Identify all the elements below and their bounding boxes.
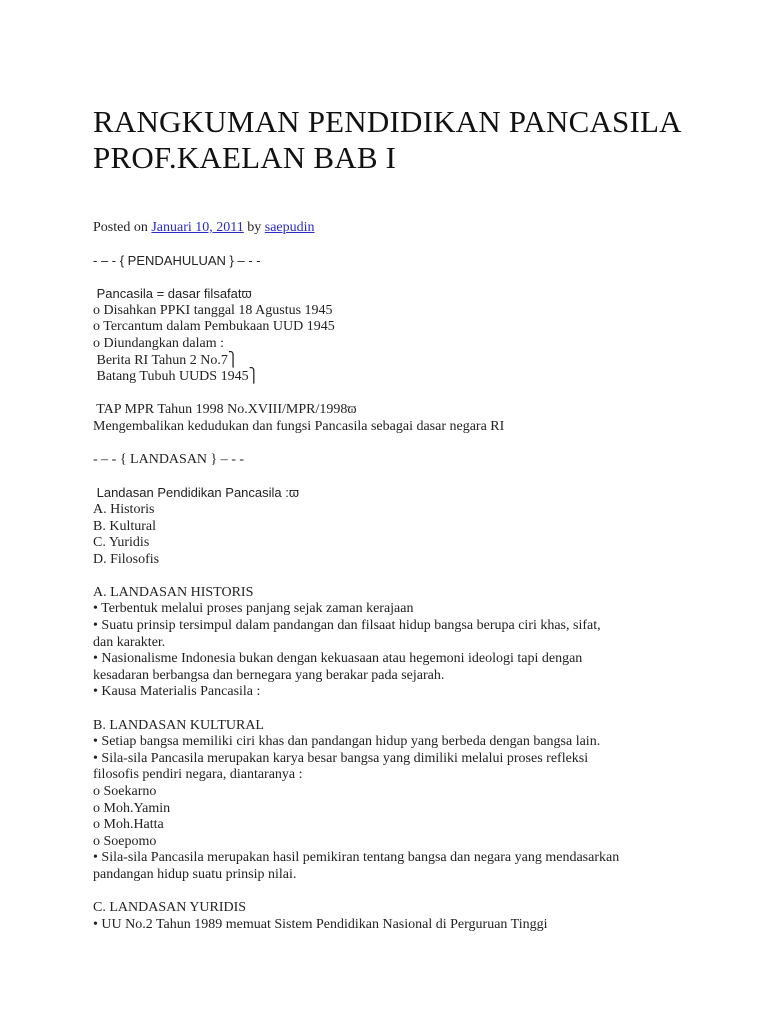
text-line: A. Historis bbox=[93, 501, 155, 517]
document-page bbox=[93, 104, 693, 933]
blank-line bbox=[93, 568, 693, 585]
text-line: A. LANDASAN HISTORIS bbox=[93, 584, 254, 600]
text-line: Landasan Pendidikan Pancasila :ϖ bbox=[93, 485, 300, 501]
text-line: C. Yuridis bbox=[93, 535, 150, 551]
blank-line bbox=[93, 386, 693, 403]
post-date-link[interactable]: Januari 10, 2011 bbox=[151, 220, 244, 235]
text-line: Berita RI Tahun 2 No.7⎫ bbox=[93, 352, 239, 368]
text-line: Pancasila = dasar filsafatϖ bbox=[93, 286, 252, 302]
text-line: • Suatu prinsip tersimpul dalam pandangan dan filsaat hidup bangsa berupa ciri khas, sifat, bbox=[93, 618, 601, 634]
text-line: • Terbentuk melalui proses panjang sejak zaman kerajaan bbox=[93, 601, 414, 617]
text-line: o Moh.Yamin bbox=[93, 800, 171, 816]
text-line: o Soekarno bbox=[93, 784, 157, 799]
text-line: B. LANDASAN KULTURAL bbox=[93, 717, 264, 733]
post-meta bbox=[93, 219, 693, 236]
text-line: B. Kultural bbox=[93, 518, 156, 534]
blank-line bbox=[93, 436, 693, 453]
text-line: o Soepomo bbox=[93, 833, 157, 849]
text-line: TAP MPR Tahun 1998 No.XVIII/MPR/1998ϖ bbox=[93, 402, 357, 418]
text-line: o Moh.Hatta bbox=[93, 817, 164, 833]
text-line: • Sila-sila Pancasila merupakan hasil pemikiran tentang bangsa dan negara yang mendasarkan bbox=[93, 850, 620, 866]
text-line: o Diundangkan dalam : bbox=[93, 335, 225, 351]
blank-line bbox=[93, 469, 693, 486]
author-link[interactable]: saepudin bbox=[264, 220, 315, 235]
blank-line bbox=[93, 884, 693, 901]
text-line: dan karakter. bbox=[93, 634, 166, 650]
text-line: kesadaran berbangsa dan bernegara yang berakar pada sejarah. bbox=[93, 667, 445, 683]
text-line: Batang Tubuh UUDS 1945⎫ bbox=[93, 369, 260, 385]
by-label: by bbox=[247, 220, 262, 235]
blank-line bbox=[93, 701, 693, 718]
blank-line bbox=[93, 270, 693, 287]
text-line: filosofis pendiri negara, diantaranya : bbox=[93, 767, 303, 783]
text-line: Mengembalikan kedudukan dan fungsi Pancasila sebagai dasar negara RI bbox=[93, 418, 505, 434]
text-line: pandangan hidup suatu prinsip nilai. bbox=[93, 866, 297, 882]
text-line: • UU No.2 Tahun 1989 memuat Sistem Pendidikan Nasional di Perguruan Tinggi bbox=[93, 916, 548, 932]
text-line: C. LANDASAN YURIDIS bbox=[93, 900, 247, 916]
text-line: • Setiap bangsa memiliki ciri khas dan pandangan hidup yang berbeda dengan bangsa lain. bbox=[93, 734, 601, 750]
article-body bbox=[93, 253, 693, 933]
page-title: RANGKUMAN PENDIDIKAN PANCASILA PROF.KAELAN BAB I bbox=[93, 104, 681, 175]
text-line: • Nasionalisme Indonesia bukan dengan kekuasaan atau hegemoni ideologi tapi dengan bbox=[93, 651, 583, 667]
text-line: • Kausa Materialis Pancasila : bbox=[93, 684, 261, 700]
text-line: o Disahkan PPKI tanggal 18 Agustus 1945 bbox=[93, 302, 333, 318]
text-line: D. Filosofis bbox=[93, 551, 160, 567]
text-line: o Tercantum dalam Pembukaan UUD 1945 bbox=[93, 319, 335, 335]
text-line: • Sila-sila Pancasila merupakan karya besar bangsa yang dimiliki melalui proses refleksi bbox=[93, 750, 589, 766]
text-line: - – - { LANDASAN } – - - bbox=[93, 452, 245, 468]
posted-on-label: Posted on bbox=[93, 220, 148, 235]
text-line: - – - { PENDAHULUAN } – - - bbox=[93, 253, 261, 268]
